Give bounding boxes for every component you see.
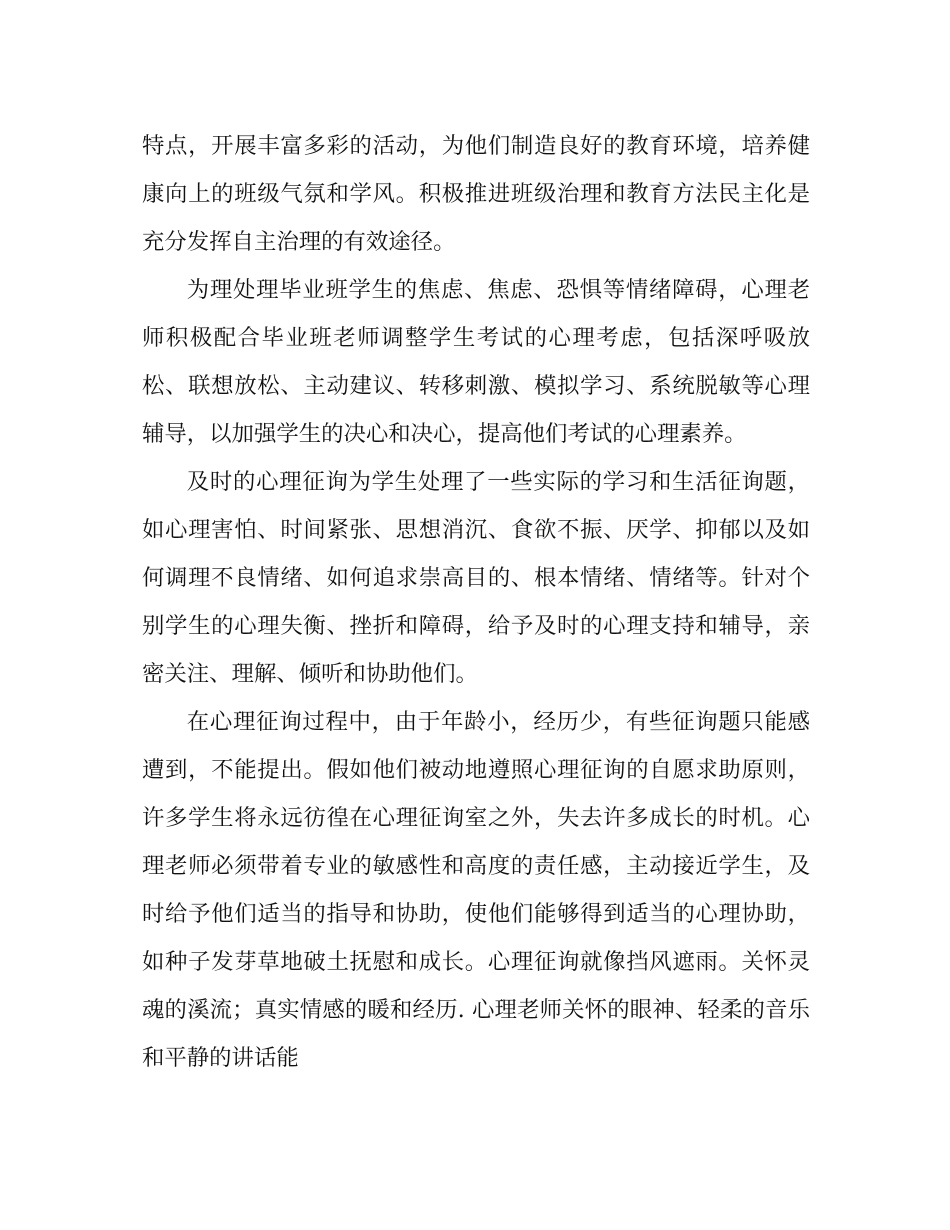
paragraph-3: 及时的心理征询为学生处理了一些实际的学习和生活征询题，如心理害怕、时间紧张、思想消沉、食欲不振、厌学、抑郁以及如何调理不良情绪、如何追求崇高目的、根本情绪、情绪等。针对个别学生的心理失衡、挫折和障碍，给予及时的心理支持和辅导，亲密关注、理解、倾听和协助他们。 <box>142 469 810 687</box>
paragraph-1: 特点，开展丰富多彩的活动，为他们制造良好的教育环境，培养健康向上的班级气氛和学风。积极推进班级治理和教育方法民主化是充分发挥自主治理的有效途径。 <box>142 133 810 255</box>
paragraph-2: 为理处理毕业班学生的焦虑、焦虑、恐惧等情绪障碍，心理老师积极配合毕业班老师调整学生考试的心理考虑，包括深呼吸放松、联想放松、主动建议、转移刺激、模拟学习、系统脱敏等心理辅导，以加强学生的决心和决心，提高他们考试的心理素养。 <box>142 277 810 447</box>
paragraph-4: 在心理征询过程中，由于年龄小，经历少，有些征询题只能感遭到，不能提出。假如他们被动地遵照心理征询的自愿求助原则，许多学生将永远彷徨在心理征询室之外，失去许多成长的时机。心理老师必须带着专业的敏感性和高度的责任感，主动接近学生，及时给予他们适当的指导和协助，使他们能够得到适当的心理协助，如种子发芽草地破土抚慰和成长。心理征询就像挡风遮雨。关怀灵魂的溪流；真实情感的暖和经历. 心理老师关怀的眼神、轻柔的音乐和平静的讲话能 <box>142 709 810 1071</box>
document-body <box>142 122 810 1082</box>
